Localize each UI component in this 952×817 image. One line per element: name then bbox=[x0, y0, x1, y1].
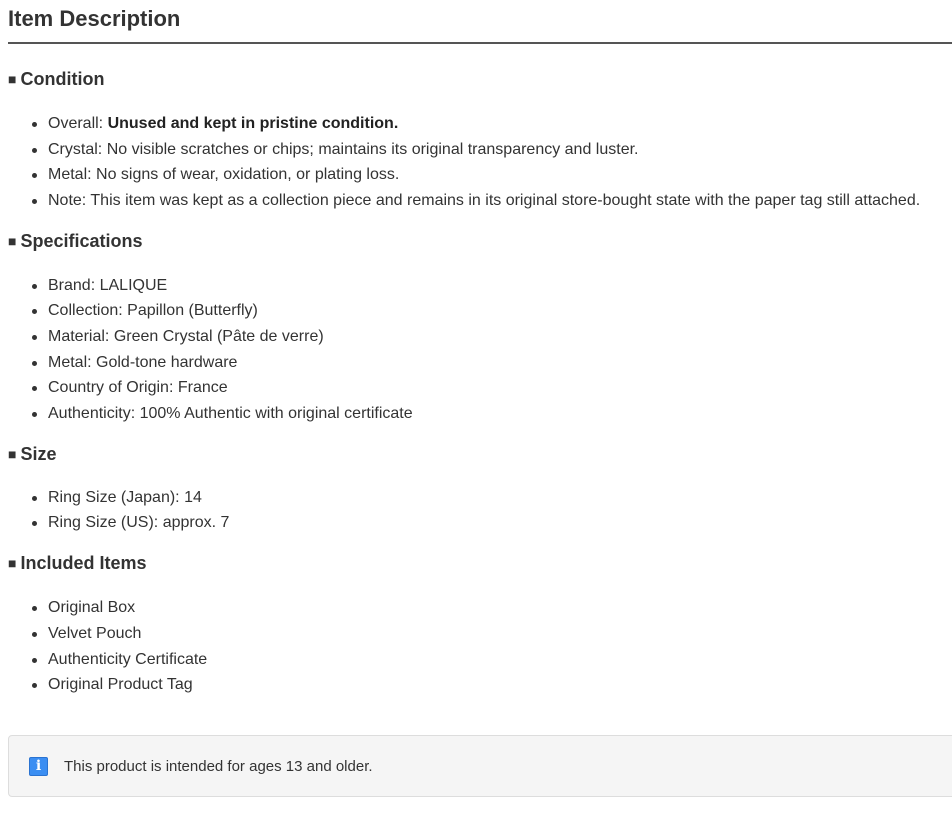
list-item-original-box: Original Box bbox=[8, 598, 952, 618]
item-label: Material: bbox=[48, 327, 110, 345]
item-value: LALIQUE bbox=[99, 276, 168, 294]
list-item-authenticity-certificate: Authenticity Certificate bbox=[8, 650, 952, 670]
item-label: Ring Size (Japan): bbox=[48, 488, 180, 506]
list-item-velvet-pouch: Velvet Pouch bbox=[8, 624, 952, 644]
condition-list bbox=[8, 114, 952, 211]
item-label: Crystal: bbox=[48, 140, 103, 158]
item-value: No visible scratches or chips; maintains its original transparency and luster. bbox=[106, 140, 639, 158]
item-label: Authenticity: bbox=[48, 404, 136, 422]
item-value: Green Crystal (Pâte de verre) bbox=[113, 327, 324, 345]
section-heading-label: Included Items bbox=[20, 553, 147, 574]
list-item-brand bbox=[8, 276, 952, 296]
item-value-emphasis: Unused and kept in pristine condition. bbox=[107, 115, 399, 132]
square-bullet-icon: ■ bbox=[8, 232, 17, 249]
page-title: Item Description bbox=[8, 6, 181, 31]
item-value: 14 bbox=[184, 488, 202, 506]
item-value: approx. 7 bbox=[162, 514, 230, 532]
square-bullet-icon: ■ bbox=[8, 71, 17, 87]
item-value: Gold-tone hardware bbox=[96, 353, 238, 371]
item-description-page bbox=[8, 0, 952, 775]
item-value: France bbox=[177, 379, 228, 397]
item-value: Papillon (Butterfly) bbox=[127, 302, 258, 320]
section-heading-label: Condition bbox=[20, 69, 105, 89]
item-value: This item was kept as a collection piece and remains in its original store-bought state with the paper tag still attached. bbox=[90, 191, 921, 209]
item-label: Country of Origin: bbox=[48, 379, 174, 397]
item-label: Metal: bbox=[48, 166, 92, 184]
section-heading-specifications bbox=[8, 229, 952, 253]
included-items-list bbox=[8, 598, 952, 695]
list-item-overall bbox=[8, 114, 952, 134]
age-notice-box bbox=[8, 735, 952, 797]
list-item-country-of-origin bbox=[8, 378, 952, 398]
list-item-metal bbox=[8, 353, 952, 373]
notice-text: This product is intended for ages 13 and older. bbox=[64, 758, 373, 775]
item-label: Collection: bbox=[48, 302, 123, 320]
section-heading-included-items bbox=[8, 551, 952, 575]
item-value: 100% Authentic with original certificate bbox=[139, 404, 413, 422]
list-item-collection bbox=[8, 301, 952, 321]
list-item-material bbox=[8, 327, 952, 347]
section-heading-label: Specifications bbox=[20, 230, 143, 251]
item-value: No signs of wear, oxidation, or plating loss. bbox=[96, 166, 400, 184]
item-label: Ring Size (US): bbox=[48, 514, 159, 532]
specifications-list bbox=[8, 276, 952, 424]
item-label: Metal: bbox=[48, 353, 92, 371]
size-list bbox=[8, 488, 952, 534]
list-item-ring-size-us bbox=[8, 513, 952, 533]
info-icon: i bbox=[29, 757, 48, 776]
section-heading-size bbox=[8, 442, 952, 466]
square-bullet-icon: ■ bbox=[8, 555, 17, 572]
item-label: Overall: bbox=[48, 115, 104, 132]
title-divider bbox=[8, 42, 952, 44]
list-item-original-product-tag: Original Product Tag bbox=[8, 675, 952, 695]
list-item-metal bbox=[8, 165, 952, 185]
list-item-note bbox=[8, 191, 952, 211]
list-item-authenticity bbox=[8, 404, 952, 424]
item-label: Note: bbox=[48, 191, 87, 209]
section-heading-label: Size bbox=[20, 443, 57, 464]
list-item-crystal bbox=[8, 140, 952, 160]
item-label: Brand: bbox=[48, 276, 96, 294]
square-bullet-icon: ■ bbox=[8, 445, 17, 462]
section-heading-condition bbox=[8, 67, 952, 91]
list-item-ring-size-japan bbox=[8, 488, 952, 508]
